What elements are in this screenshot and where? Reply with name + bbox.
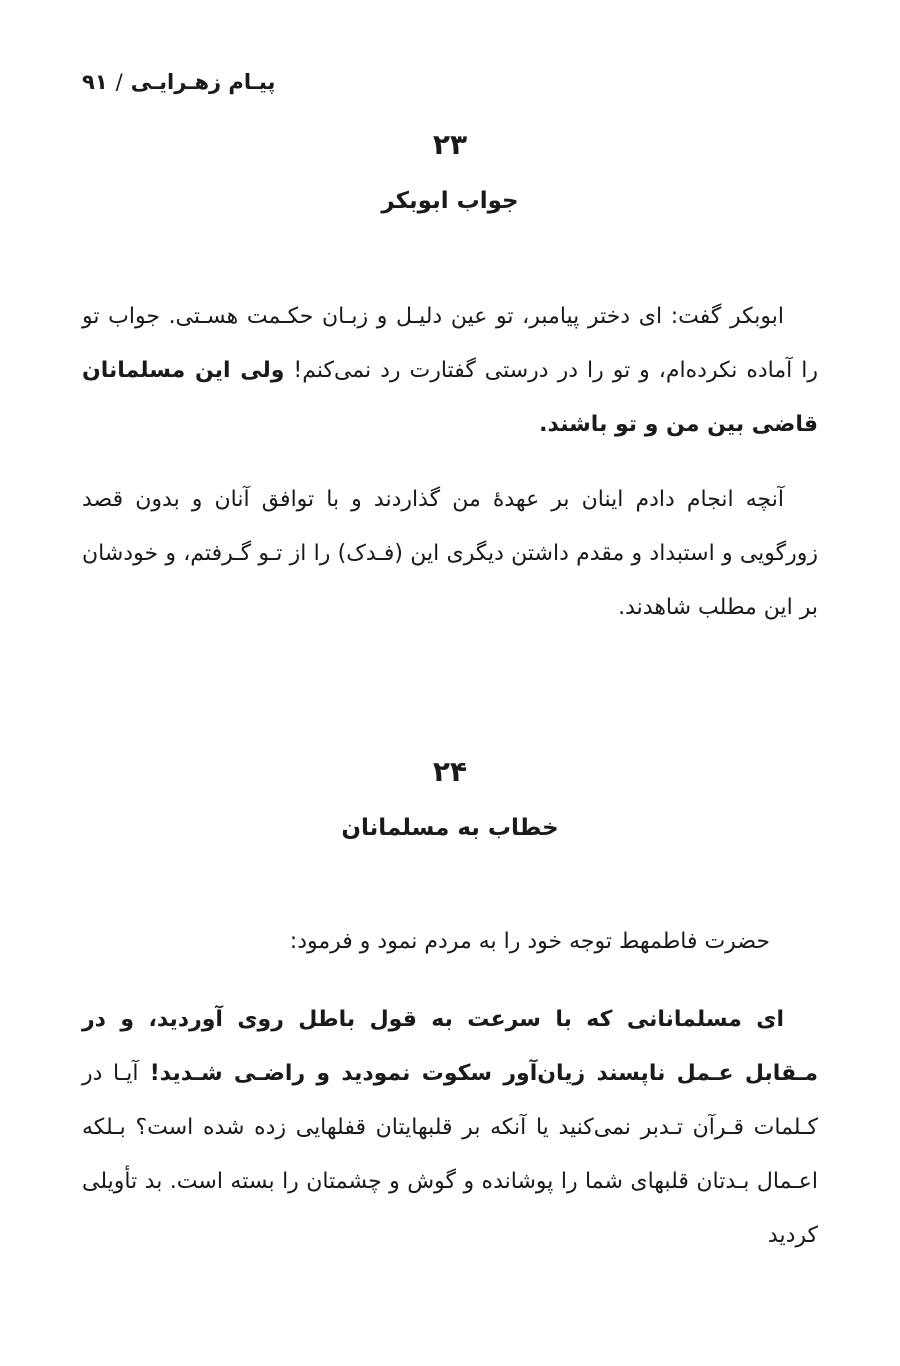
running-header <box>82 70 275 94</box>
paragraph-text: آنچه انجام دادم اینان بر عهدهٔ من گذاردند و با توافق آنان و بدون قصد زورگویی و استبداد و مقدم داشتن دیگری این (فـدک) را از تـو گـرفتم، و خودشان بر این مطلب شاهدند. <box>82 487 818 620</box>
paragraph <box>82 473 818 635</box>
section-title: خطاب به مسلمانان <box>341 815 559 841</box>
paragraph-text: ابوبکر گفت: ای دختر پیامبر، تو عین دلیـل و زبـان حکـمت هسـتی. جواب تو را آماده نکرده‌ام، و تو را در درستی گفتارت رد نمی‌کنم! <box>82 304 818 383</box>
paragraph-bold-text: ای مسلمانانی که با سرعت به قول باطل روی آوردید، و در مـقابل عـمل ناپسند زیان‌آور سکوت نمودید و راضـی شـدید! <box>82 1007 818 1086</box>
intro-line: حضرت فاطمهط توجه خود را به مردم نمود و فرمود: <box>289 929 770 954</box>
section-title: جواب ابوبکر <box>381 188 519 214</box>
section-number: ۲۳ <box>432 128 468 161</box>
section-number: ۲۴ <box>432 755 468 788</box>
page-number: ۹۱ <box>82 70 108 94</box>
paragraph <box>82 290 818 452</box>
paragraph <box>82 993 818 1263</box>
paragraph-text: آیـا در کـلمات قـرآن تـدبر نمی‌کنید یا آنکه بر قلبهایتان قفلهایی زده شده است؟ بـلکه اعـمال بـدتان قلبهای شما را پوشانده و گوش و چشمتان را بسته است. بد تأویلی کردید <box>82 1061 818 1248</box>
header-separator: / <box>115 70 123 94</box>
book-title: پیـام زهـرایـی <box>130 70 276 94</box>
paragraph-bold-text: ولی این مسلمانان قاضی بین من و تو باشند. <box>82 358 818 437</box>
